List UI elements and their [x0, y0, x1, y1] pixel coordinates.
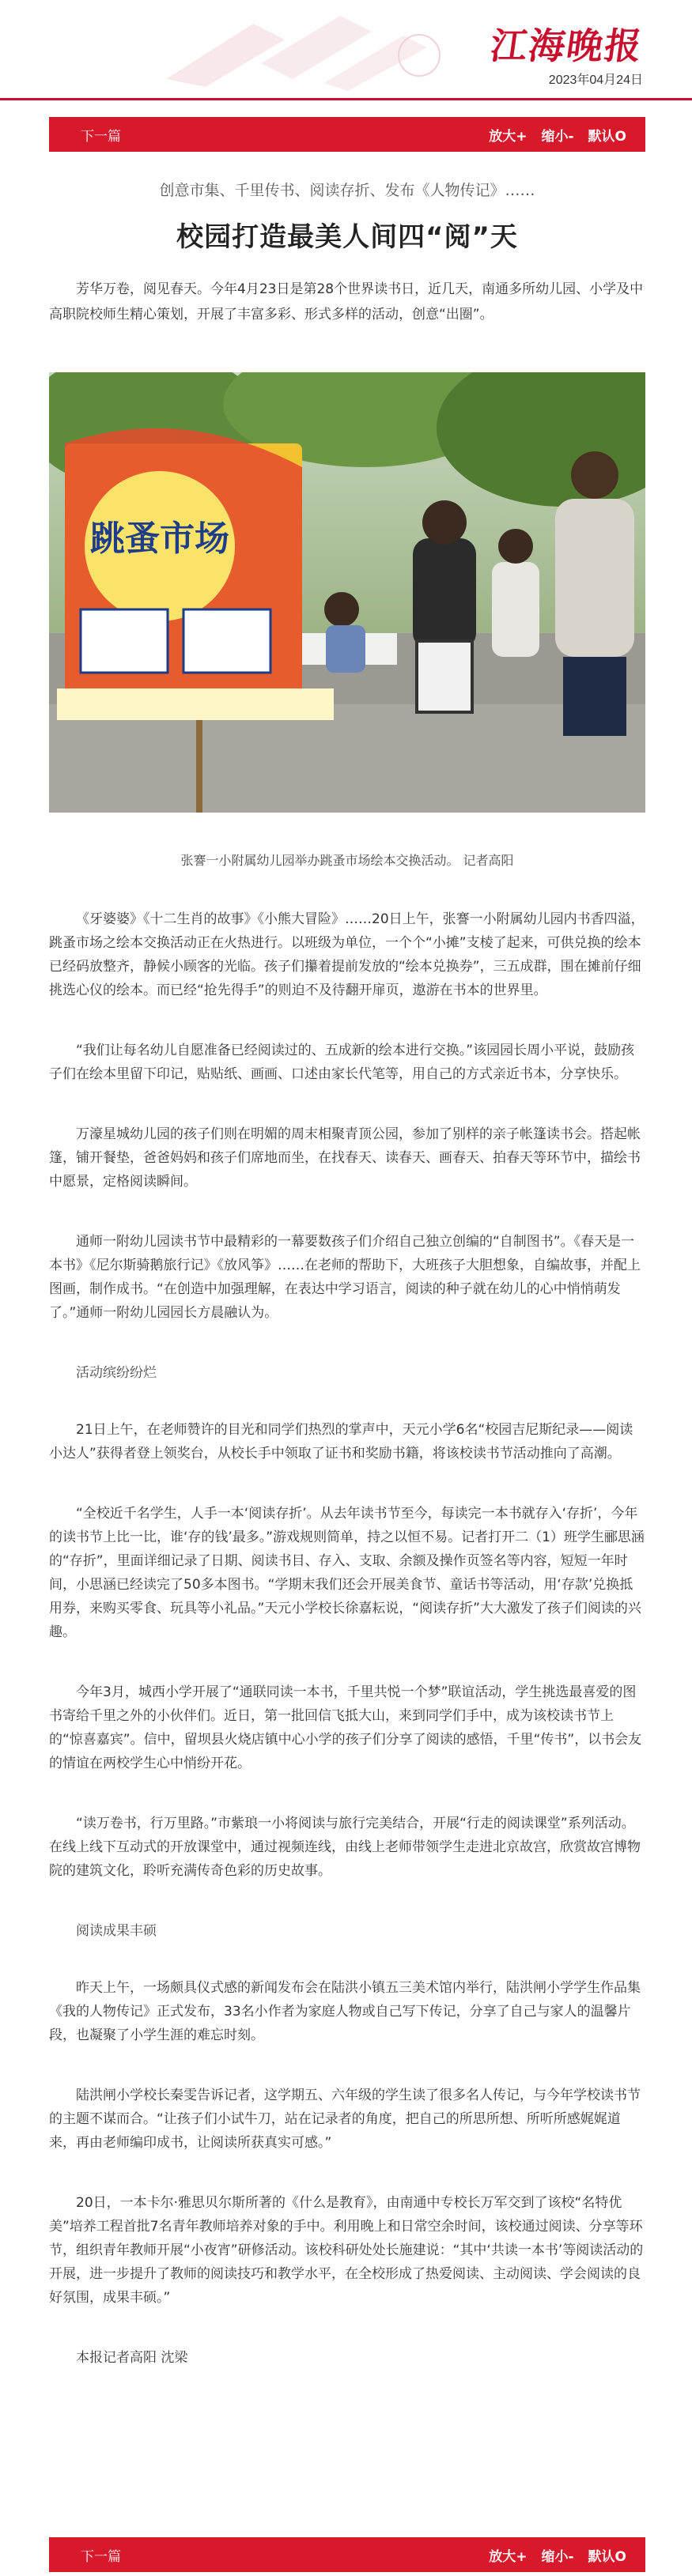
next-article-link[interactable]: 下一篇 — [81, 2548, 121, 2565]
zoom-out-button[interactable]: 缩小- — [541, 2548, 574, 2565]
body-paragraph: “全校近千名学生，人手一本‘阅读存折’。从去年读书节至今，每读完一本书就存入‘存折’，今年的读书节上比一比，谁‘存的钱’最多。”游戏规则简单，持之以恒不易。记者打开二（1）班学生郦思涵的“存折”，里面详细记录了日期、阅读书目、存入、支取、余额及操作页签名等内容，短短一年时间，小思涵已经读完了50多本图书。“学期末我们还会开展美食节、童话书等活动，用‘存款’兑换抵用券，来购买零食、玩具等小礼品。”天元小学校长徐嘉耘说，“阅读存折”大大激发了孩子们阅读的兴趣。 — [49, 1506, 645, 1640]
article-photo[interactable] — [49, 372, 645, 813]
zoom-in-button[interactable]: 放大+ — [489, 2548, 528, 2565]
body-paragraph: 20日，一本卡尔·雅思贝尔斯所著的《什么是教育》，由南通中专校长万军交到了该校“名特优美”培养工程首批7名青年教师培养对象的手中。利用晚上和日常空余时间，该校通过阅读、分享等环节，组织青年教师开展“小夜宵”研修活动。该校科研处处长施建说：“其中‘共读一本书’等阅读活动的开展，进一步提升了教师的阅读技巧和教学水平，在全校形成了热爱阅读、主动阅读、学会阅读的良好氛围，成果丰硕。” — [49, 2195, 644, 2306]
body-paragraph: “我们让每名幼儿自愿准备已经阅读过的、五成新的绘本进行交换。”该园园长周小平说，鼓励孩子们在绘本里留下印记，贴贴纸、画画、口述由家长代笔等，用自己的方式亲近书本，分享快乐。 — [49, 1043, 635, 1082]
photo-sign-text: 跳蚤市场 — [90, 519, 229, 559]
zoom-in-button[interactable]: 放大+ — [489, 128, 528, 145]
section-heading: 活动缤纷纷烂 — [76, 1365, 157, 1381]
next-article-link[interactable]: 下一篇 — [81, 128, 121, 145]
body-paragraph: 通师一附幼儿园读书节中最精彩的一幕要数孩子们介绍自己独立创编的“自制图书”。《春天是一本书》《尼尔斯骑鹅旅行记》《放风筝》……在老师的帮助下，大班孩子大胆想象，自编故事，并配上图画，制作成书。“在创造中加强理解，在表达中学习语言，阅读的种子就在幼儿的心中悄悄萌发了。”通师一附幼儿园园长方晨融认为。 — [49, 1234, 641, 1321]
body-paragraph: 昨天上午，一场颇具仪式感的新闻发布会在陆洪小镇五三美术馆内举行，陆洪闸小学学生作品集《我的人物传记》正式发布，33名小作者为家庭人物或自己写下传记，分享了自己与家人的温馨片段，也凝聚了小学生涯的难忘时刻。 — [49, 1980, 641, 2043]
masthead-decoration — [134, 8, 467, 95]
zoom-out-button[interactable]: 缩小- — [541, 128, 574, 145]
article-body — [49, 907, 645, 2370]
masthead — [0, 0, 692, 100]
article-lead: 芳华万卷，阅见春天。今年4月23日是第28个世界读书日，近几天，南通多所幼儿园、小学及中高职院校师生精心策划，开展了丰富多彩、形式多样的活动，创意“出圈”。 — [49, 281, 644, 322]
font-size-tools — [489, 125, 626, 145]
masthead-rule — [0, 98, 692, 100]
default-size-button[interactable]: 默认O — [588, 128, 626, 145]
article-title: 校园打造最美人间四“阅”天 — [176, 221, 518, 253]
body-paragraph: 21日上午，在老师赞许的目光和同学们热烈的掌声中，天元小学6名“校园吉尼斯纪录——阅读小达人”获得者登上领奖台，从校长手中领取了证书和奖励书籍，将该校读书节活动推向了高潮。 — [49, 1422, 633, 1461]
default-size-button[interactable]: 默认O — [588, 2548, 626, 2565]
article-toolbar-bottom — [49, 2537, 645, 2572]
body-paragraph: 《牙婆婆》《十二生肖的故事》《小熊大冒险》……20日上午，张謇一小附属幼儿园内书香四溢，跳蚤市场之绘本交换活动正在火热进行。以班级为单位，一个个“小摊”支棱了起来，可供兑换的绘本已经码放整齐，静候小顾客的光临。孩子们攥着提前发放的“绘本兑换券”，三五成群，围在摊前仔细挑选心仪的绘本。而已经“抢先得手”的则迫不及待翻开扉页，遨游在书本的世界里。 — [49, 911, 645, 998]
body-paragraph: 万濠星城幼儿园的孩子们则在明媚的周末相聚青顶公园，参加了别样的亲子帐篷读书会。搭起帐篷，铺开餐垫，爸爸妈妈和孩子们席地而坐，在找春天、读春天、画春天、拍春天等环节中，描绘书中愿景，定格阅读瞬间。 — [49, 1126, 641, 1190]
body-paragraph: 陆洪闸小学校长秦雯告诉记者，这学期五、六年级的学生读了很多名人传记，与今年学校读书节的主题不谋而合。“让孩子们小试牛刀，站在记录者的角度，把自己的所思所想、所听所感娓娓道来，再由老师编印成书，让阅读所获真实可感。” — [49, 2088, 641, 2151]
byline: 本报记者高阳 沈梁 — [76, 2350, 188, 2366]
newspaper-logo[interactable]: 江海晚报 — [487, 25, 646, 67]
font-size-tools — [489, 2545, 626, 2565]
article-toolbar-top — [49, 117, 645, 152]
section-heading: 阅读成果丰硕 — [76, 1923, 157, 1939]
article-subtitle: 创意市集、千里传书、阅读存折、发布《人物传记》…… — [159, 182, 535, 199]
body-paragraph: “读万卷书，行万里路。”市紫琅一小将阅读与旅行完美结合，开展“行走的阅读课堂”系列活动。在线上线下互动式的开放课堂中，通过视频连线，由线上老师带领学生走进北京故宫，欣赏故宫博物院的建筑文化，聆听充满传奇色彩的历史故事。 — [49, 1816, 641, 1879]
article-header — [49, 179, 645, 327]
photo-illustration — [49, 372, 645, 813]
photo-caption: 张謇一小附属幼儿园举办跳蚤市场绘本交换活动。 记者高阳 — [180, 853, 514, 868]
issue-date: 2023年04月24日 — [548, 74, 643, 87]
body-paragraph: 今年3月，城西小学开展了“通联同读一本书，千里共悦一个梦”联谊活动，学生挑选最喜爱的图书寄给千里之外的小伙伴们。近日，第一批回信飞抵大山，来到同学们手中，成为该校读书节上的“惊喜嘉宾”。信中，留坝县火烧店镇中心小学的孩子们分享了阅读的感悟，千里“传书”，以书会友的情谊在两校学生心中悄纷开花。 — [49, 1684, 642, 1771]
